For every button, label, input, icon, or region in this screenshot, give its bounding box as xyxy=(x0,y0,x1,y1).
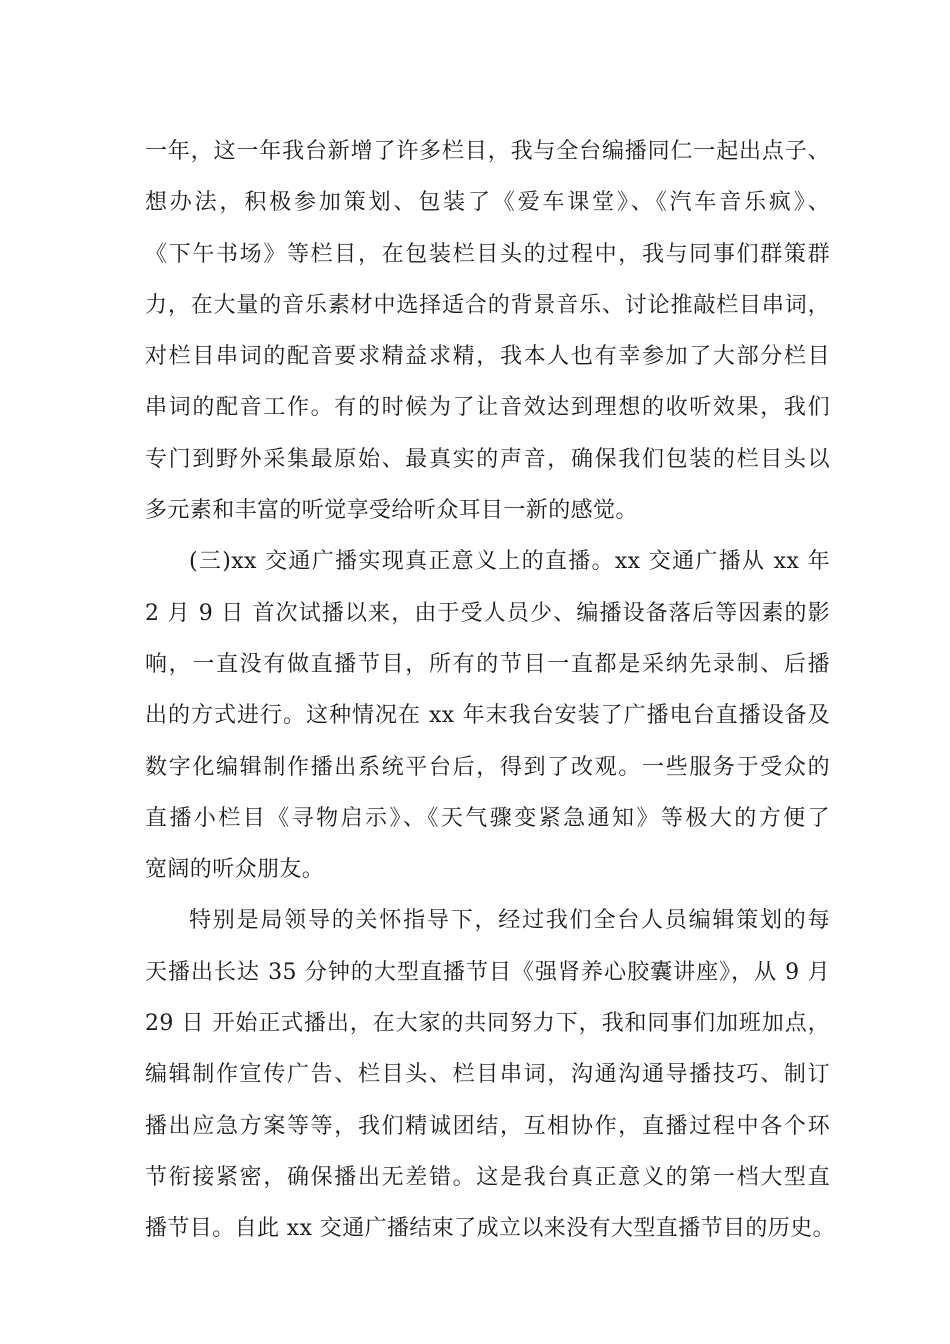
text-line: 《下午书场》等栏目，在包装栏目头的过程中，我与同事们群策群 xyxy=(145,241,830,267)
text-line: 编辑制作宣传广告、栏目头、栏目串词，沟通沟通导播技巧、制订 xyxy=(145,1062,830,1088)
text-line: 对栏目串词的配音要求精益求精，我本人也有幸参加了大部分栏目 xyxy=(145,344,830,370)
text-line: 直播小栏目《寻物启示》、《天气骤变紧急通知》等极大的方便了 xyxy=(145,805,830,831)
text-line: 特别是局领导的关怀指导下，经过我们全台人员编辑策划的每 xyxy=(189,908,830,934)
paragraph-1 xyxy=(145,126,830,536)
text-line: 想办法，积极参加策划、包装了《爱车课堂》、《汽车音乐疯》、 xyxy=(145,190,830,216)
paragraph-2 xyxy=(145,536,830,895)
text-line: 2 月 9 日 首次试播以来，由于受人员少、编播设备落后等因素的影 xyxy=(145,600,830,626)
text-line: 数字化编辑制作播出系统平台后，得到了改观。一些服务于受众的 xyxy=(145,754,830,780)
text-line: 响，一直没有做直播节目，所有的节目一直都是采纳先录制、后播 xyxy=(145,651,830,677)
text-line: 播出应急方案等等，我们精诚团结，互相协作，直播过程中各个环 xyxy=(145,1113,830,1139)
text-line: 节衔接紧密，确保播出无差错。这是我台真正意义的第一档大型直 xyxy=(145,1164,830,1190)
text-line: 天播出长达 35 分钟的大型直播节目《强肾养心胶囊讲座》，从 9 月 xyxy=(145,959,830,985)
text-line: 串词的配音工作。有的时候为了让音效达到理想的收听效果，我们 xyxy=(145,395,830,421)
text-line: 29 日 开始正式播出，在大家的共同努力下，我和同事们加班加点， xyxy=(145,1011,830,1037)
text-line: 专门到野外采集最原始、最真实的声音，确保我们包装的栏目头以 xyxy=(145,446,830,472)
text-line: 出的方式进行。这种情况在 xx 年末我台安装了广播电台直播设备及 xyxy=(145,703,830,729)
text-line: 播节目。自此 xx 交通广播结束了成立以来没有大型直播节目的历史。 xyxy=(145,1216,836,1242)
text-line: (三)xx 交通广播实现真正意义上的直播。xx 交通广播从 xx 年 xyxy=(189,549,830,575)
paragraph-3 xyxy=(145,895,836,1254)
text-line: 宽阔的听众朋友。 xyxy=(145,857,325,883)
text-line: 一年，这一年我台新增了许多栏目，我与全台编播同仁一起出点子、 xyxy=(145,139,830,164)
text-line: 力，在大量的音乐素材中选择适合的背景音乐、讨论推敲栏目串词， xyxy=(145,292,830,318)
document-body xyxy=(145,126,836,1255)
text-line: 多元素和丰富的听觉享受给听众耳目一新的感觉。 xyxy=(145,498,638,524)
